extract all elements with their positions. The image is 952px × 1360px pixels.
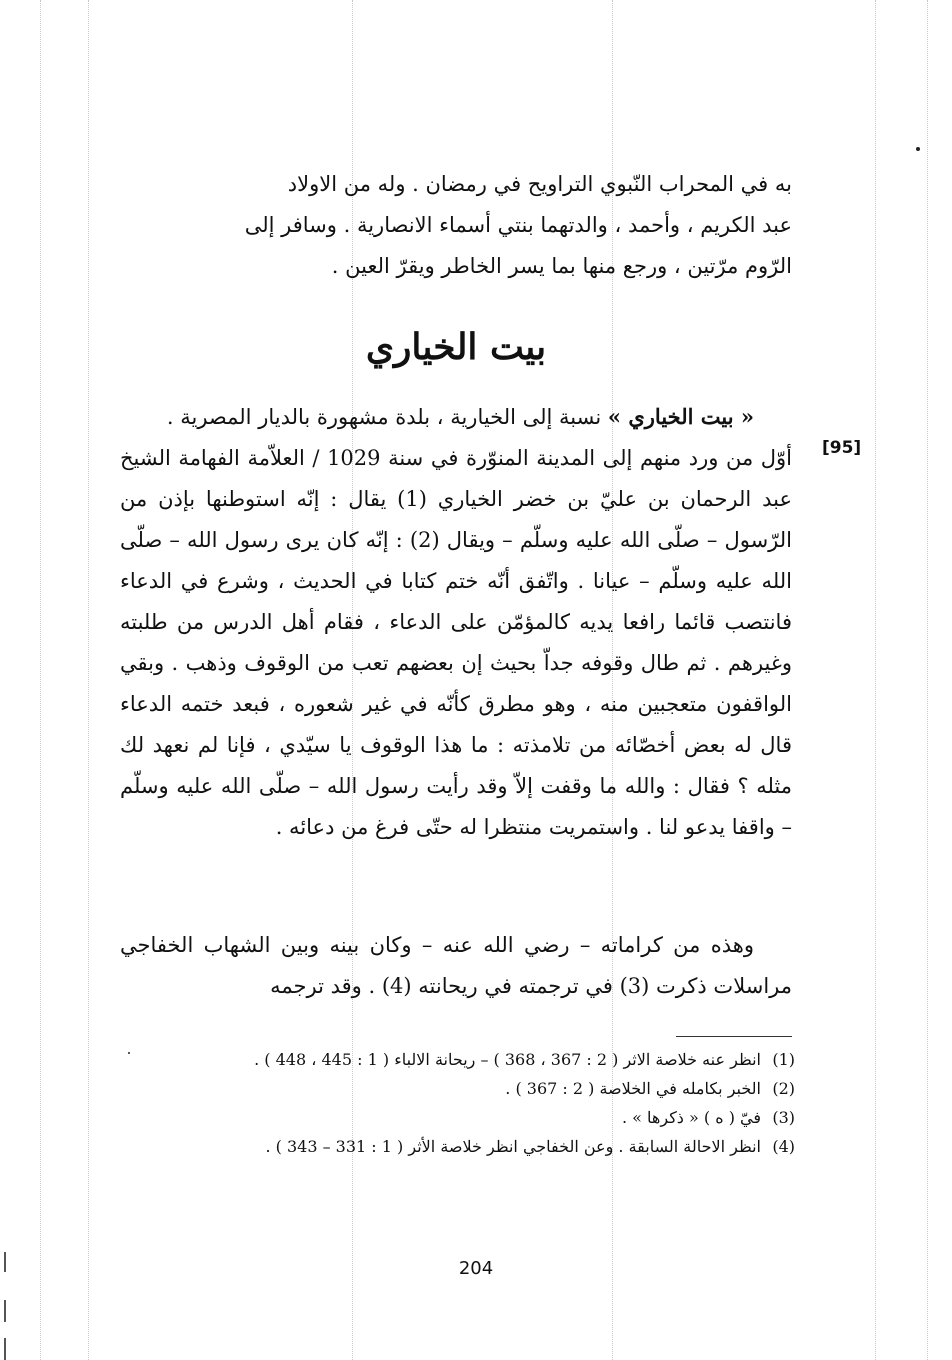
- page-marker: [95]: [822, 438, 862, 458]
- intro-line: عبد الكريم ، وأحمد ، والدتهما بنتي أسماء الانصارية . وسافر إلى: [244, 213, 792, 237]
- section-lead-text: نسبة إلى الخيارية ، بلدة مشهورة بالديار المصرية .: [166, 405, 608, 429]
- page-number: 204: [458, 1258, 494, 1279]
- scan-guide-line: [875, 0, 876, 1360]
- footnotes: [115, 1047, 795, 1163]
- section-paragraph: أوّل من ورد منهم إلى المدينة المنوّرة في سنة 1029 / العلاّمة الفهامة الشيخ عبد الرحمان بن عليّ بن خضر الخياري (1) يقال : إنّه استوطنها بإذن من الرّسول – صلّى الله عليه وسلّم – ويقال (2) : إنّه كان يرى رسول الله – صلّى الله عليه وسلّم – عيانا . واتّفق أنّه ختم كتابا في الحديث ، وشرع في الدعاء فانتصب قائما رافعا يديه كالمؤمّن على الدعاء ، فقام أهل الدرس من طلبته وغيرهم . ثم طال وقوفه جداّ بحيث إن بعضهم تعب من الوقوف وذهب . وبقي الواقفون متعجبين منه ، وهو مطرق كأنّه في غير شعوره ، فبعد ختمه الدعاء قال له بعض أخصّائه من تلامذته : ما هذا الوقوف يا سيّدي ، فإنا لم نعهد لك مثله ؟ فقال : والله ما وقفت إلاّ وقد رأيت رسول الله – صلّى الله عليه وسلّم – واقفا يدعو لنا . واستمريت منتظرا له حتّى فرغ من دعائه .: [120, 446, 793, 839]
- section-title: بيت الخياري: [365, 326, 547, 368]
- intro-line: الرّوم مرّتين ، ورجع منها بما يسر الخاطر ويقرّ العين .: [331, 254, 792, 278]
- section-lead-title: « بيت الخياري »: [607, 404, 754, 429]
- scan-guide-line: [927, 0, 928, 1360]
- scan-speck: [916, 147, 920, 151]
- footnote: [115, 1134, 795, 1160]
- footnote-divider: [676, 1036, 792, 1037]
- footnote: [115, 1105, 795, 1131]
- scan-edge-mark: [4, 1300, 6, 1322]
- scan-guide-line: [88, 0, 89, 1360]
- footnote: [115, 1047, 795, 1073]
- second-paragraph: [120, 925, 792, 1007]
- footnote-text: الخبر بكامله في الخلاصة ( 2 : 367 ) .: [505, 1079, 761, 1098]
- footnote-number: (2): [772, 1079, 795, 1098]
- footnote-number: (3): [772, 1108, 795, 1127]
- scan-guide-line: [40, 0, 41, 1360]
- footnote-number: (1): [772, 1050, 795, 1069]
- intro-line: به في المحراب النّبوي التراويح في رمضان . وله من الاولاد: [287, 172, 792, 196]
- section-body: [120, 396, 792, 848]
- section-lead: [120, 396, 792, 438]
- footnote: [115, 1076, 795, 1102]
- second-paragraph-text: وهذه من كراماته – رضي الله عنه – وكان بينه وبين الشهاب الخفاجي مراسلات ذكرت (3) في ترجمته في ريحانته (4) . وقد ترجمه: [120, 933, 792, 998]
- footnote-number: (4): [772, 1137, 795, 1156]
- scan-edge-mark: [4, 1338, 6, 1360]
- footnote-text: فيّ ( ه ) « ذكرها » .: [622, 1108, 761, 1127]
- footnote-text: انظر الاحالة السابقة . وعن الخفاجي انظر خلاصة الأثر ( 1 : 331 – 343 ) .: [265, 1137, 761, 1156]
- footnote-text: انظر عنه خلاصة الاثر ( 2 : 367 ، 368 ) – ريحانة الالباء ( 1 : 445 ، 448 ) .: [254, 1050, 761, 1069]
- intro-paragraph: [120, 164, 792, 287]
